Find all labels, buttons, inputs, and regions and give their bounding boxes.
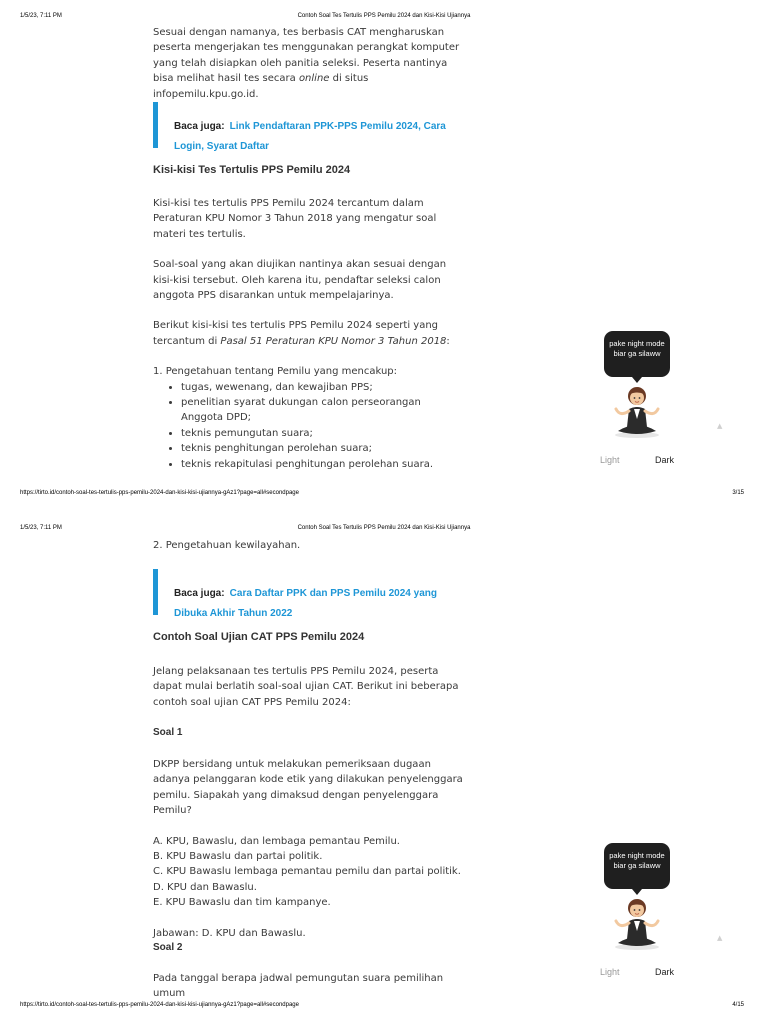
print-title: Contoh Soal Tes Tertulis PPS Pemilu 2024 dan Kisi-Kisi Ujiannya [297, 13, 471, 19]
dark-mode-option[interactable]: Dark [655, 967, 675, 977]
list-item: • teknis rekapitulasi penghitungan perolehan suara. [181, 457, 463, 472]
list-intro: 1. Pengetahuan tentang Pemilu yang mencakup: [153, 366, 398, 378]
list-intro: 2. Pengetahuan kewilayahan. [153, 540, 301, 551]
answer-option: A. KPU, Bawaslu, dan lembaga pemantau Pemilu. [153, 835, 400, 847]
read-also-callout [153, 102, 453, 152]
section-heading-kisi-kisi: Kisi-kisi Tes Tertulis PPS Pemilu 2024 [153, 164, 351, 176]
body-paragraph: Kisi-kisi tes tertulis PPS Pemilu 2024 tercantum dalam Peraturan KPU Nomor 3 Tahun 2018 yang mengatur soal materi tes tertulis. [153, 198, 437, 240]
answer-option: C. KPU Bawaslu lembaga pemantau pemilu dan partai politik. [153, 866, 461, 878]
question-text: Pada tanggal berapa jadwal pemungutan suara pemilihan umum [153, 973, 444, 1000]
intro-paragraph: Sesuai dengan namanya, tes berbasis CAT mengharuskan peserta mengerjakan tes menggunakan perangkat komputer yang telah disiapkan oleh panitia seleksi. Peserta nantinya bisa melihat hasil tes secara online di situs infopemilu.kpu.go.id. [153, 27, 460, 100]
dark-mode-option[interactable]: Dark [655, 455, 675, 465]
intro-paragraph-block [153, 25, 463, 102]
print-date: 1/5/23, 7:11 PM [20, 13, 62, 19]
light-mode-option[interactable]: Light [600, 455, 620, 465]
meditating-woman-icon [610, 891, 664, 951]
kisi-kisi-body [153, 196, 463, 472]
section-heading-contoh-soal: Contoh Soal Ujian CAT PPS Pemilu 2024 [153, 631, 365, 643]
answer-option: E. KPU Bawaslu dan tim kampanye. [153, 897, 331, 909]
print-title: Contoh Soal Tes Tertulis PPS Pemilu 2024 dan Kisi-Kisi Ujiannya [297, 525, 471, 531]
bullet-list [153, 380, 463, 472]
soal-2-body [153, 971, 463, 1002]
regulation-emphasis: Pasal 51 Peraturan KPU Nomor 3 Tahun 2018 [220, 335, 447, 347]
print-date: 1/5/23, 7:11 PM [20, 525, 62, 531]
soal-2-heading: Soal 2 [153, 942, 183, 953]
light-mode-option[interactable]: Light [600, 967, 620, 977]
body-paragraph: Soal-soal yang akan diujikan nantinya akan sesuai dengan kisi-kisi tersebut. Oleh karena itu, pendaftar seleksi calon anggota PPS disarankan untuk mempelajarinya. [153, 259, 447, 302]
answer-key: Jabawan: D. KPU dan Bawaslu. [153, 927, 306, 939]
soal-1-body [153, 757, 463, 941]
answer-option: D. KPU dan Bawaslu. [153, 881, 257, 893]
read-also-label: Baca juga: [174, 121, 225, 132]
answer-option: B. KPU Bawaslu dan partai politik. [153, 851, 323, 863]
contoh-soal-intro [153, 664, 463, 710]
read-also-link[interactable]: Link Pendaftaran PPK-PPS Pemilu 2024, Cara Login, Syarat Daftar [174, 121, 446, 152]
night-mode-bubble: pake night mode biar ga silaww [604, 843, 670, 889]
print-url: https://tirto.id/contoh-soal-tes-tertulis-pps-pemilu-2024-dan-kisi-kisi-ujiannya-gAz1?page=all#secondpage [20, 490, 299, 496]
list-item: • teknis pemungutan suara; [181, 426, 463, 441]
list-item: • tugas, wewenang, dan kewajiban PPS; [181, 380, 463, 395]
item-2-block [153, 538, 463, 553]
body-paragraph: Jelang pelaksanaan tes tertulis PPS Pemilu 2024, peserta dapat mulai berlatih soal-soal ujian CAT. Berikut ini beberapa contoh soal ujian CAT PPS Pemilu 2024: [153, 666, 459, 708]
soal-1-heading: Soal 1 [153, 727, 183, 738]
scroll-up-icon[interactable]: ▲ [717, 934, 723, 942]
print-page-4 [0, 512, 768, 1024]
question-text: DKPP bersidang untuk melakukan pemeriksaan dugaan adanya pelanggaran kode etik yang dilakukan penyelenggara pemilu. Siapakah yang dimaksud dengan penyelenggara Pemilu? [153, 759, 463, 817]
print-page-number: 4/15 [732, 1002, 744, 1008]
scroll-up-icon[interactable]: ▲ [717, 422, 723, 430]
list-item: • penelitian syarat dukungan calon perseorangan Anggota DPD; [181, 395, 463, 426]
night-mode-widget[interactable] [596, 843, 686, 983]
read-also-link[interactable]: Cara Daftar PPK dan PPS Pemilu 2024 yang Dibuka Akhir Tahun 2022 [174, 588, 437, 619]
list-item: • teknis penghitungan perolehan suara; [181, 441, 463, 456]
online-emphasis: online [298, 73, 330, 85]
print-page-number: 3/15 [732, 490, 744, 496]
night-mode-bubble: pake night mode biar ga silaww [604, 331, 670, 377]
meditating-woman-icon [610, 379, 664, 439]
read-also-label: Baca juga: [174, 588, 225, 599]
read-also-callout [153, 569, 453, 619]
print-url: https://tirto.id/contoh-soal-tes-tertulis-pps-pemilu-2024-dan-kisi-kisi-ujiannya-gAz1?page=all#secondpage [20, 1002, 299, 1008]
body-paragraph: Berikut kisi-kisi tes tertulis PPS Pemilu 2024 seperti yang tercantum di Pasal 51 Peraturan KPU Nomor 3 Tahun 2018: [153, 320, 450, 347]
night-mode-widget[interactable] [596, 331, 686, 471]
